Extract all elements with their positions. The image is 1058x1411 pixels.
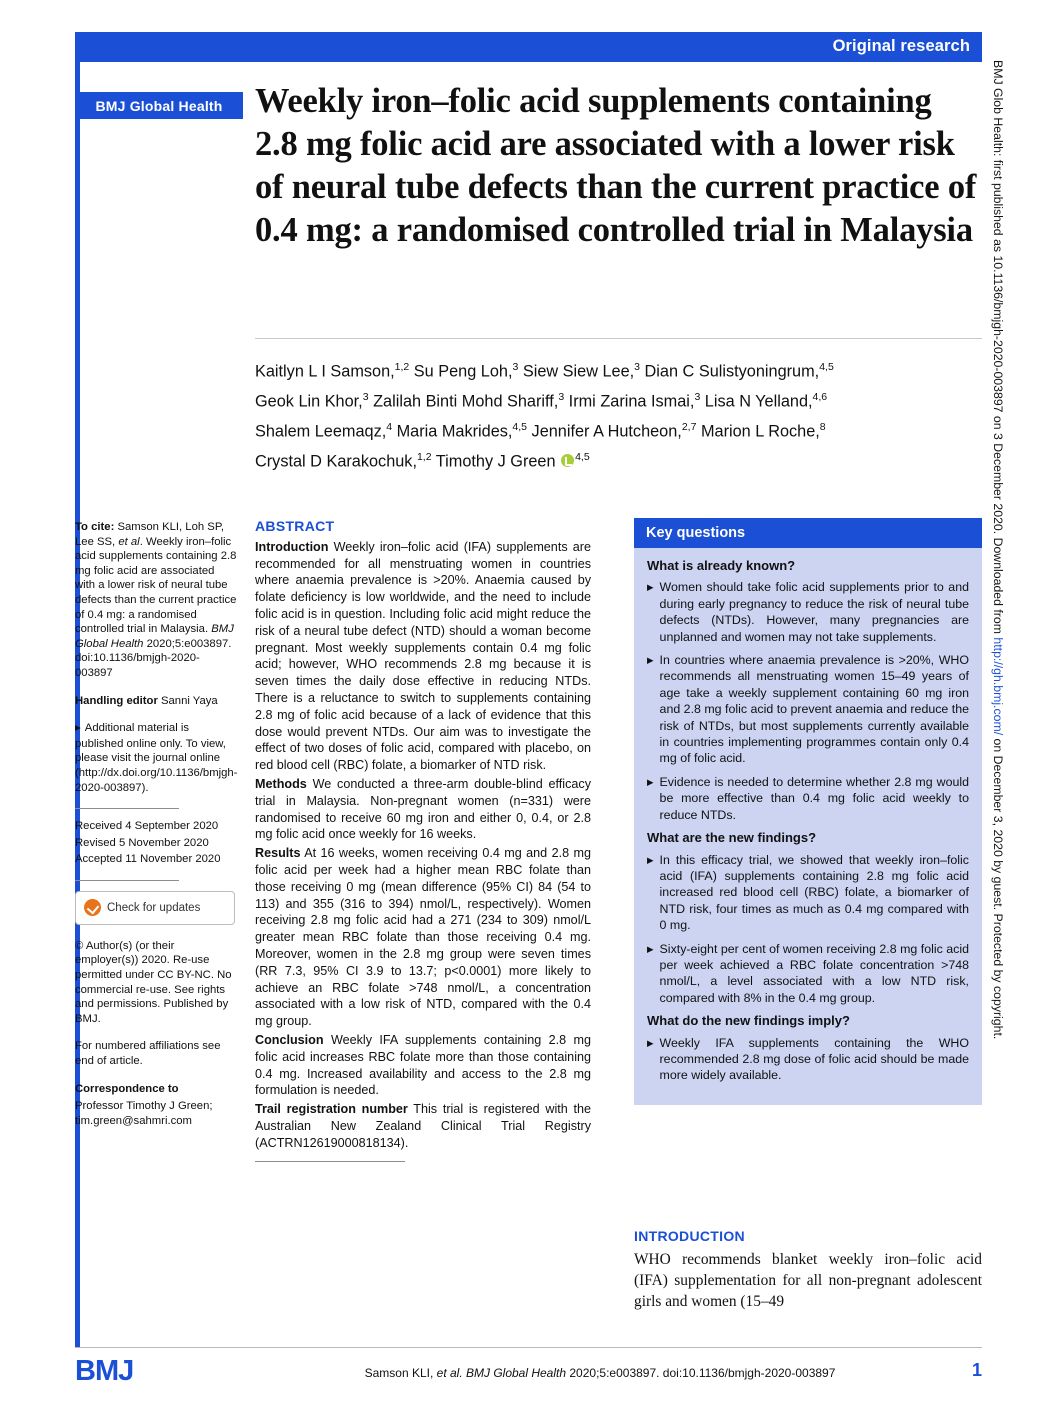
author-name: Su Peng Loh, [409,362,513,381]
key-questions-subheading: What are the new findings? [647,830,817,846]
received-date: Received 4 September 2020 [75,820,219,833]
abstract-paragraph [255,776,591,843]
author-affil-sup: 4,5 [819,361,834,373]
author-affil-sup: 4,6 [812,390,828,403]
abstract-label: Conclusion [255,1032,324,1047]
author-affil-sup: 4,5 [512,420,528,433]
page-title: Weekly iron–folic acid supplements containing 2.8 mg folic acid are associated with a lower risk of neural tube defects than the current practice of 0.4 mg: a randomised controlled trial in Malaysia [255,82,977,249]
triangle-bullet-icon: ▶ [647,943,654,954]
author-affil-sup: 3 [634,361,641,373]
author-name: Zalilah Binti Mohd Shariff, [368,392,559,411]
list-item [647,774,969,823]
author-affil-sup: 3 [694,390,701,403]
triangle-bullet-icon: ▶ [647,582,654,593]
revised-date: Revised 5 November 2020 [75,836,209,849]
abstract-text: Weekly IFA supplements containing 2.8 mg folic acid increases RBC folate more than those containing 0.4 mg. Increased availability and access to the 2.8 mg formulation is needed. [255,1032,591,1098]
author-name: Shalem Leemaqz, [255,422,387,441]
side-publication-note [991,60,1005,1350]
crossmark-icon [84,899,101,916]
author-name: Crystal D Karakochuk, [255,452,417,471]
sidebar-divider-1 [75,808,179,809]
abstract-text: Weekly iron–folic acid (IFA) supplements are recommended for all menstruating women in countries where anaemia prevalence is >20%. Anaemia caused by folate deficiency is low worldwide, and the need to include folic acid is in question. Including folic acid might reduce the risk of a neural tube defect (NTD) should a woman become pregnant. Most weekly supplements contain 0.4 mg folic acid; however, WHO recommends 2.8 mg because it is seven times the daily dose effective in reducing NTDs. There is a reluctance to switch to supplements containing 2.8 mg of folic acid because of a lack of evidence that this dose would prevent NTDs. Our aim was to investigate the effect of two doses of folic acid, compared with placebo, on red blood cell (RBC) folate, a biomarker of NTD risk. [255,539,591,773]
author-affil-sup: 1,2 [416,450,432,463]
introduction-heading: INTRODUCTION [634,1228,745,1244]
author-affil-sup: 3 [362,390,369,403]
author-name: Lisa N Yelland, [700,392,813,411]
sidebar-metadata [75,520,237,1141]
to-cite-text-2: . Weekly iron–folic acid supplements containing 2.8 mg folic acid are associated with a lower risk of neural tube defects than the current practice of 0.4 mg: a randomised controlled trial in Malaysia. [75,535,237,636]
list-item [647,1035,969,1084]
list-item-text: Evidence is needed to determine whether 2.8 mg would be more effective than 0.4 mg folic acid weekly to reduce NTDs. [659,774,969,822]
abstract-paragraph [255,845,591,1030]
list-item [647,852,969,934]
copyright-note: © Author(s) (or their employer(s)) 2020. Re-use permitted under CC BY-NC. No commercial re-use. See rights and permissions. Published by BMJ. [75,939,232,1025]
abstract-text: We conducted a three-arm double-blind efficacy trial in Malaysia. Non-pregnant women (n=331) were randomised to receive 60 mg iron and either 0, 0.4, or 2.8 mg folic acid once weekly for 16 weeks. [255,776,591,842]
footer-citation-post: 2020;5:e003897. doi:10.1136/bmjgh-2020-003897 [566,1366,836,1380]
correspondence-label: Correspondence to [75,1082,179,1095]
footer-citation [255,1366,945,1380]
author-affil-sup: 1,2 [394,361,410,373]
footer-citation-pre: Samson KLI, [364,1366,437,1380]
introduction-text: WHO recommends blanket weekly iron–folic acid (IFA) supplementation for all non-pregnant adolescent girls and women (15–49 [634,1251,982,1310]
to-cite-block [75,520,237,681]
list-item-text: In this efficacy trial, we showed that weekly iron–folic acid (IFA) supplements containing 2.8 mg folic acid increased red blood cell (RBC) folate, a biomarker of NTD risk, four times as much as 0.4 mg compared with 0 mg. [659,852,969,933]
author-name: Maria Makrides, [392,422,513,441]
author-affil-sup: 8 [819,420,826,433]
article-category: Original research [832,37,970,55]
key-questions-subheading: What do the new findings imply? [647,1013,850,1029]
author-affil-sup: 2,7 [681,420,697,433]
triangle-bullet-icon: ▶ [647,655,654,666]
author-name: Jennifer A Hutcheon, [527,422,682,441]
journal-logo: BMJ Global Health [75,92,243,119]
side-note-part2: on December 3, 2020 by guest. Protected by copyright. [991,735,1005,1040]
to-cite-text-3: 2020;5:e003897. doi:10.1136/bmjgh-2020-003897 [75,637,232,679]
handling-editor-label: Handling editor [75,694,158,707]
author-name: Dian C Sulistyoningrum, [640,362,820,381]
key-questions-box [634,518,982,1105]
abstract-text: This trial is registered with the Australian New Zealand Clinical Trial Registry (ACTRN12619000818134). [255,1102,591,1150]
title-divider [255,338,982,339]
list-item-text: Women should take folic acid supplements prior to and during early pregnancy to reduce the risk of neural tube defects (NTDs). However, many pregnancies are unplanned and women may not take supplements. [659,580,969,644]
sidebar-divider-2 [75,880,179,881]
abstract-section [255,518,591,1162]
abstract-text: At 16 weeks, women receiving 0.4 mg and 2.8 mg folic acid per week had a higher mean RBC folate than those receiving 0 mg (mean difference (95% CI) 84 (54 to 113) and 355 (316 to 394) nmol/L, respectively). Women receiving 2.8 mg folic acid had a 271 (234 to 309) nmol/L greater mean RBC folate than those receiving 0.4 mg. Moreover, women in the 2.8 mg group were seven times (RR 7.3, 95% CI 3.9 to 13.7; p<0.0001) more likely to achieve an RBC folate >748 nmol/L, a concentration associated with a low risk of NTD, compared with the 0.4 mg group. [255,846,591,1029]
to-cite-text: Samson KLI, Loh SP, Lee SS, [75,521,225,548]
side-note-link[interactable]: http://gh.bmj.com/ [991,637,1005,736]
list-item-text: In countries where anaemia prevalence is >20%, WHO recommends all menstruating women 15–49 years of age take a weekly supplement containing 60 mg iron and 2.8 mg folic acid to prevent anaemia and reduce the risk of NTDs, but most supplements currently available in countries implementing programmes contain only 0.4 mg of folic acid. [659,653,969,766]
abstract-label: Methods [255,776,307,791]
abstract-paragraph [255,1101,591,1151]
to-cite-journal: BMJ Global Health [75,623,234,650]
author-name: Siew Siew Lee, [518,362,635,381]
author-name: Irmi Zarina Ismai, [564,392,695,411]
key-questions-subheading: What is already known? [647,558,796,573]
author-name: Timothy J Green [431,452,556,471]
triangle-bullet-icon: ▶ [647,1037,654,1048]
abstract-label: Results [255,846,301,861]
author-affil-sup: 4 [386,420,393,433]
page-number: 1 [971,1360,982,1380]
affiliations-note: For numbered affiliations see end of article. [75,1040,221,1068]
abstract-label: Introduction [255,539,329,554]
abstract-end-divider [255,1161,405,1162]
abstract-paragraph [255,1032,591,1099]
to-cite-etal: et al [118,535,140,548]
accepted-date: Accepted 11 November 2020 [75,853,221,866]
correspondence-text[interactable]: Professor Timothy J Green; tim.green@sahmri.com [75,1100,213,1127]
side-note-part1: BMJ Glob Health: first published as 10.1136/bmjgh-2020-003897 on 3 December 2020. Downloaded from [991,60,1005,638]
handling-editor-name: Sanni Yaya [157,694,218,707]
check-for-updates-button[interactable] [75,891,235,925]
list-item-text: Weekly IFA supplements containing the WHO recommended 2.8 mg dose of folic acid should be made more widely available. [659,1035,969,1083]
bmj-logo: BMJ [75,1355,134,1387]
header-bar [75,32,982,62]
to-cite-label: To cite: [75,521,115,533]
key-questions-body [634,548,982,1105]
triangle-bullet-icon: ▶ [647,776,654,787]
footer-divider [75,1347,982,1348]
author-list [255,355,982,475]
author-affil-sup: 3 [512,361,519,373]
author-affil-sup: 4,5 [575,450,590,463]
list-item [647,579,969,645]
additional-material-note[interactable]: ▶ Additional material is published online only. To view, please visit the journal online (http://dx.doi.org/10.1136/bmjgh-2020-003897). [75,721,237,795]
orcid-icon[interactable] [561,454,574,467]
triangle-bullet-icon: ▶ [647,854,654,865]
author-affil-sup: 3 [558,390,565,403]
author-name: Marion L Roche, [696,422,820,441]
author-name: Kaitlyn L I Samson, [255,362,395,381]
abstract-label: Trail registration number [255,1102,408,1117]
key-questions-title: Key questions [634,518,982,548]
footer-citation-italic: et al. BMJ Global Health [436,1366,567,1380]
handling-editor-block [75,694,237,709]
introduction-section [634,1228,982,1312]
list-item [647,652,969,767]
check-for-updates-label: Check for updates [107,901,201,914]
author-name: Geok Lin Khor, [255,392,363,411]
list-item [647,941,969,1007]
abstract-heading: ABSTRACT [255,518,335,534]
list-item-text: Sixty-eight per cent of women receiving 2.8 mg folic acid per week achieved a RBC folate concentration >748 nmol/L, a level associated with a low NTD risk, compared with 8% in the 0.4 mg group. [659,941,969,1005]
abstract-paragraph [255,539,591,774]
